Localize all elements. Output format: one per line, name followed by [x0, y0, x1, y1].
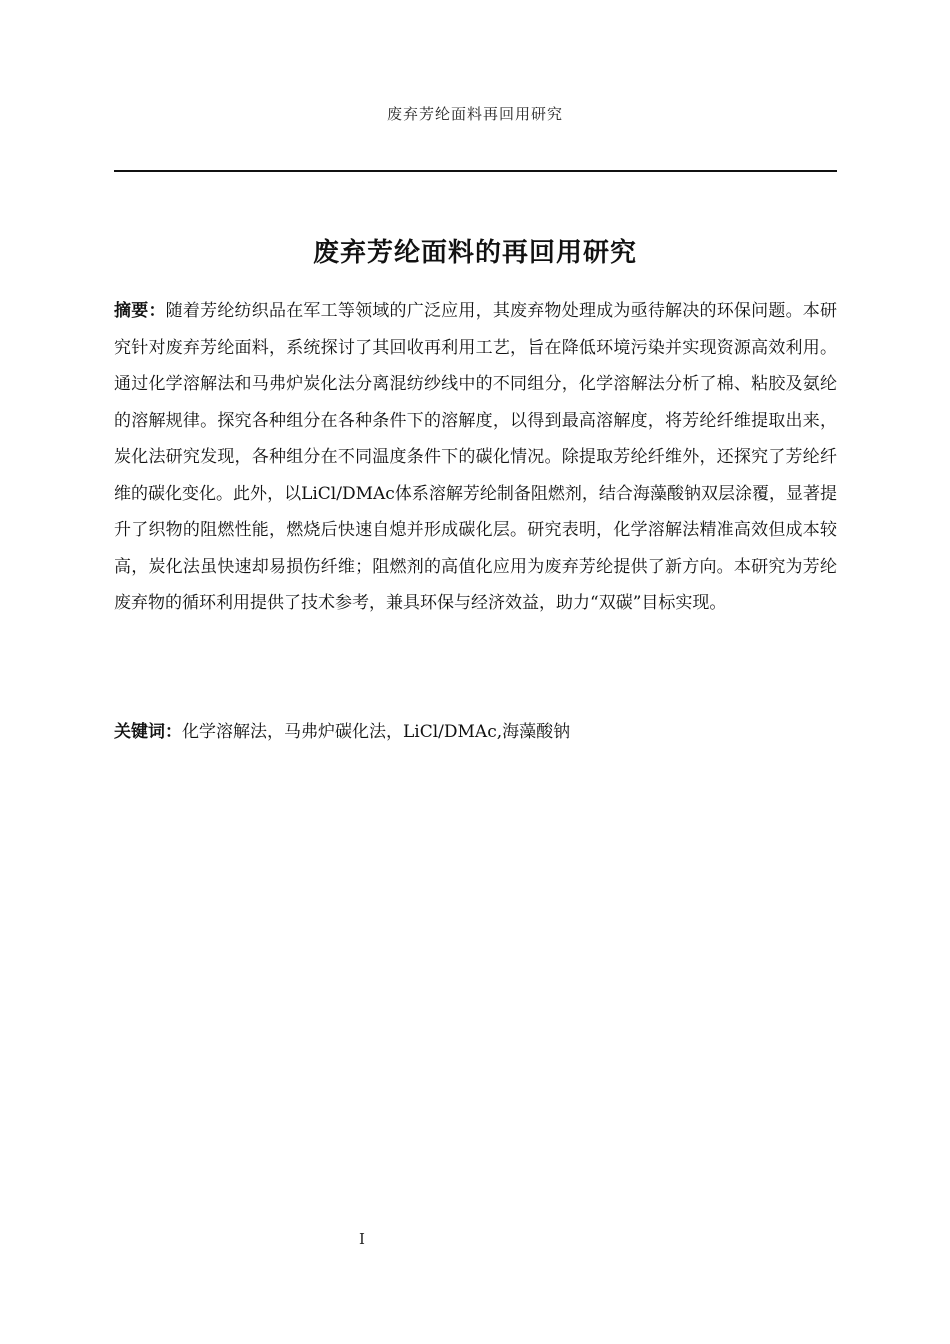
keywords-text: 化学溶解法，马弗炉碳化法，LiCl/DMAc,海藻酸钠 — [182, 722, 571, 742]
abstract-text: 随着芳纶纺织品在军工等领域的广泛应用，其废弃物处理成为亟待解决的环保问题。本研究针对废弃芳纶面料，系统探讨了其回收再利用工艺，旨在降低环境污染并实现资源高效利用。通过化学溶解法和马弗炉炭化法分离混纺纱线中的不同组分，化学溶解法分析了棉、粘胶及氨纶的溶解规律。探究各种组分在各种条件下的溶解度，以得到最高溶解度，将芳纶纤维提取出来，炭化法研究发现，各种组分在不同温度条件下的碳化情况。除提取芳纶纤维外，还探究了芳纶纤维的碳化变化。此外，以LiCl/DMAc体系溶解芳纶制备阻燃剂，结合海藻酸钠双层涂覆，显著提升了织物的阻燃性能，燃烧后快速自熄并形成碳化层。研究表明，化学溶解法精准高效但成本较高，炭化法虽快速却易损伤纤维；阻燃剂的高值化应用为废弃芳纶提供了新方向。本研究为芳纶废弃物的循环利用提供了技术参考，兼具环保与经济效益，助力“双碳”目标实现。 — [114, 301, 838, 613]
abstract-label: 摘要： — [114, 301, 166, 321]
abstract-paragraph — [114, 293, 837, 622]
page-title: 废弃芳纶面料的再回用研究 — [312, 238, 637, 268]
header-divider — [114, 170, 837, 172]
keywords-label: 关键词： — [114, 722, 182, 742]
page-number: I — [359, 1230, 365, 1248]
keywords-line — [114, 716, 837, 748]
running-header: 废弃芳纶面料再回用研究 — [386, 105, 563, 123]
